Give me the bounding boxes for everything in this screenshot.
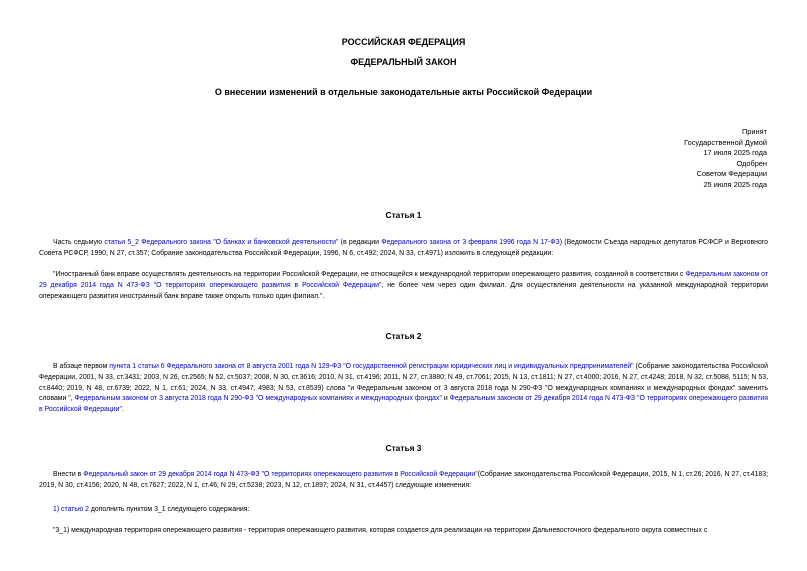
law-link[interactable]: Федеральный закон от 29 декабря 2014 года N 473-ФЗ "О территориях опережающего развития в Российской Федерации" [83, 471, 478, 478]
article-1-paragraph-2 [39, 270, 768, 302]
text: (Собрание законодательства Российской Федерации, 2001, N 33, ст.3431; 2003, N 26, ст.2565; N 52, ст.5037; 2008, N 30, ст.3616; 2010, N 31, ст.4196; 2011, N 27, ст.3880; N 49, ст.7061; 2015, N 13, ст.1811; N 27, ст.4000; 2016, N 27, ст.4248; 2018, N 32, ст.5088, 5115; N 53, ст.8440; 2019, N 48, ст.6739; 2022, N 1, ст.61; 2024, N 33, ст.4947, 4983; N 53, ст.8539) слова "и Федеральным законом от 3 августа 2018 года N 290-ФЗ "О международных компаниях и международных фондах" заменить словами ", [39, 363, 768, 403]
acceptance-line: Советом Федерации [696, 169, 767, 178]
law-link[interactable]: пункта 1 статьи 6 Федерального закона от 8 августа 2001 года N 129-ФЗ "О государственной регистрации юридических лиц и индивидуальных предпринимателей" [109, 363, 634, 370]
text: дополнить пунктом 3_1 следующего содержания: [88, 506, 250, 513]
law-link[interactable]: Федеральным законом от 29 декабря 2014 года N 473-ФЗ "О территориях опережающего развития в Российской Федерации" [39, 395, 768, 414]
doc-type-heading: ФЕДЕРАЛЬНЫЙ ЗАКОН [350, 57, 457, 67]
article-3-heading: Статья 3 [385, 443, 422, 453]
text: . [121, 406, 124, 414]
acceptance-line: Государственной Думой [684, 137, 767, 147]
text: (Собрание законодательства Российской Федерации, 2015, N 1, ст.26; 2016, N 27, ст.4183; 2019, N 30, ст.4156; 2020, N 48, ст.7627; 2022, N 1, ст.46; N 29, ст.5238; 2023, N 12, ст.1897; 2024, N 31, ст.4457) следующие изменения: [39, 471, 768, 489]
law-title: О внесении изменений в отдельные законодательные акты Российской Федерации [214, 87, 593, 97]
text: ) (Ведомости Съезда народных депутатов РСФСР и Верховного Совета РСФСР, 1990, N 27, ст.357; Собрание законодательства Российской Федерации, 1996, N 6, ст.492; 2024, N 33, ст.4971) изложить в следующей редакции: [39, 239, 768, 257]
acceptance-line: 25 июля 2025 года [703, 179, 767, 189]
law-link[interactable]: Федеральным законом от 3 августа 2018 года N 290-ФЗ "О международных компаниях и международных фондах" [74, 395, 442, 403]
country-heading: РОССИЙСКАЯ ФЕДЕРАЦИЯ [341, 37, 466, 47]
text: , не более чем через один филиал. Для осуществления деятельности на указанной международной территории опережающего развития иностранный банк вправе также открыть только один филиал.". [39, 281, 768, 300]
text: (в редакции [338, 239, 382, 246]
acceptance-line: Принят [741, 127, 767, 136]
acceptance-line: 17 июля 2025 года [703, 148, 767, 157]
article-link[interactable]: 1) статью 2 [53, 506, 89, 513]
text: и [441, 395, 450, 403]
acceptance-block [684, 127, 767, 190]
article-1-heading: Статья 1 [385, 210, 422, 220]
text: Внести в [53, 471, 84, 478]
law-link[interactable]: Федеральным законом от 29 декабря 2014 года N 473-ФЗ "О территориях опережающего развития в Российской Федерации" [39, 271, 769, 289]
article-3-paragraph-3 [39, 526, 768, 537]
article-2-paragraph-1 [39, 362, 768, 416]
law-link[interactable]: Федерального закона от 3 февраля 1996 года N 17-ФЗ [381, 239, 560, 246]
acceptance-line: Одобрен [736, 158, 767, 168]
article-3-paragraph-2 [39, 505, 768, 516]
text: "Иностранный банк вправе осуществлять деятельность на территории Российской Федерации, не относящейся к международной территории опережающего развития, созданной в соответствии с [53, 271, 686, 278]
text: Часть седьмую [53, 239, 105, 246]
text: В абзаце первом [53, 363, 110, 370]
article-3-paragraph-1 [39, 470, 768, 492]
article-1-paragraph-1 [39, 238, 768, 260]
article-2-heading: Статья 2 [385, 331, 422, 341]
text: "3_1) международная территория опережающего развития - территория опережающего развития, которая создается для реализации на территории Дальневосточного федерального округа совместных с [53, 527, 708, 534]
law-link[interactable]: статьи 5_2 Федерального закона "О банках и банковской деятельности" [104, 239, 339, 246]
